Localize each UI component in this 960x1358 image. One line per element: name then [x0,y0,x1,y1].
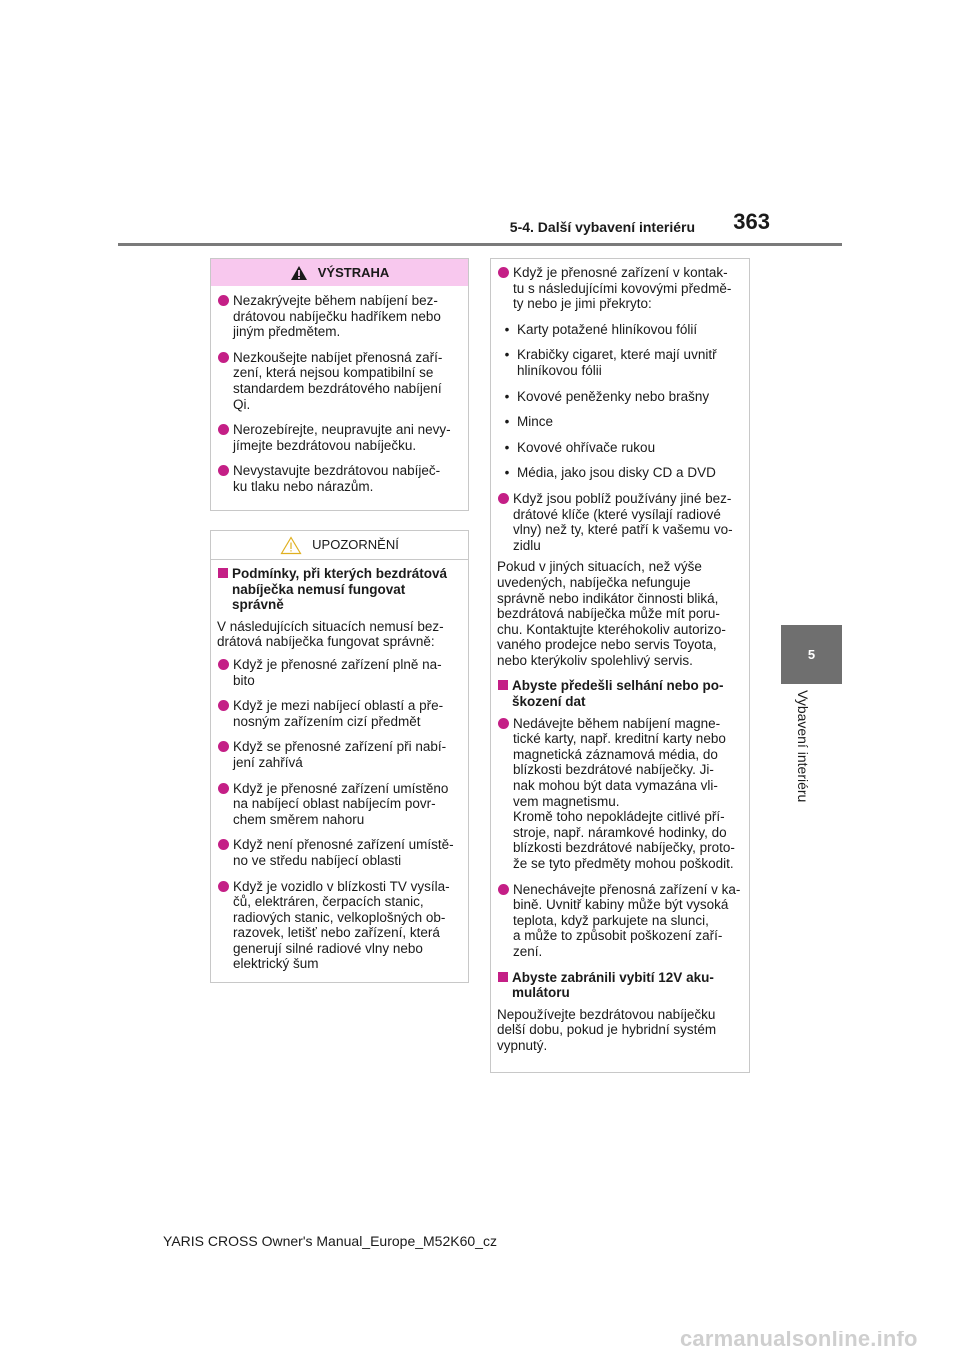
sub-list-item [497,322,743,338]
sub-list-item [497,347,743,378]
list-item [217,698,462,729]
header-divider [118,243,842,246]
sub-list-item [497,440,743,456]
section-title: 5-4. Další vybavení interiéru [509,219,695,235]
notice-box [210,530,469,983]
list-item-text: Nezakrývejte během nabíjení bez- drátovou nabíječku hadříkem nebo jiným předmětem. [233,293,441,340]
notice-heading [217,566,462,613]
list-item-text: Když je přenosné zařízení plně na- bito [233,656,442,688]
heading-text: Abyste předešli selhání nebo po- škození dat [512,678,724,710]
list-item [497,491,743,553]
heading-text: Abyste zabránili vybití 12V aku- mulátoru [512,969,714,1001]
list-item [217,879,462,973]
list-item-text: Nedávejte během nabíjení magne- tické karty, např. kreditní karty nebo magnetická záznamová média, do blízkosti bezdrátové nabíječky. Ji- nak mohou být data vymazána vli- vem magnetismu. Kromě toho nepokládejte citlivé pří- stroje, např. náramkové hodinky, do blízkosti bezdrátové nabíječky, proto- že se tyto předměty mohou poškodit. [513,715,735,871]
dot-bullet-icon: • [504,347,510,363]
square-bullet-icon [498,972,508,982]
list-item [217,422,462,453]
list-item-text: Když je mezi nabíjecí oblastí a pře- nosným zařízením cizí předmět [233,698,444,729]
list-item-text: Nerozebírejte, neupravujte ani nevy- jímejte bezdrátovou nabíječku. [233,422,451,453]
chapter-number: 5 [807,646,816,662]
sub-list-item-text: Kovové ohřívače rukou [517,439,656,455]
dot-bullet-icon: • [504,465,510,481]
bullet-icon [218,424,229,435]
paragraph: Nepoužívejte bezdrátovou nabíječku delší dobu, pokud je hybridní systém vypnutý. [497,1006,717,1053]
footer-text: YARIS CROSS Owner's Manual_Europe_M52K60_cz [163,1233,497,1249]
sub-list-item [497,465,743,481]
watermark: carmanualsonline.info [680,1331,918,1351]
warning-triangle-outline-icon [280,536,302,555]
bullet-icon [218,839,229,850]
bullet-icon [498,884,509,895]
bullet-icon [218,465,229,476]
sub-list-item [497,389,743,405]
square-bullet-icon [218,568,228,578]
list-item [497,265,743,312]
list-item-text: Když jsou poblíž používány jiné bez- drátové klíče (které vysílají radiové vlny) než ty, které patří k vašemu vo- zidlu [513,490,733,553]
list-item-text: Nevystavujte bezdrátovou nabíječ- ku tlaku nebo nárazům. [233,463,441,494]
list-item [217,739,462,770]
bullet-icon [498,718,509,729]
section-heading [497,970,743,1001]
notice-title: UPOZORNĚNÍ [312,537,399,553]
warning-box [210,258,469,511]
list-item-text: Když je přenosné zařízení v kontak- tu s následujícími kovovými předmě- ty nebo je jimi překryto: [513,265,732,312]
list-item-text: Když je vozidlo v blízkosti TV vysíla- čů, elektráren, čerpacích stanic, radiových stanic, velkoplošných ob- razovek, letišť nebo zařízení, která generují silné radiové vlny nebo elektrický šum [233,878,450,972]
list-item [217,657,462,688]
section-heading [497,678,743,709]
bullet-icon [498,267,509,278]
chapter-tab [781,625,842,684]
list-item [217,781,462,828]
list-item [217,463,462,494]
list-item [217,837,462,868]
bullet-icon [218,295,229,306]
list-item-text: Když je přenosné zařízení umístěno na nabíjecí oblast nabíjecím povr- chem směrem nahoru [233,780,449,827]
bullet-icon [218,352,229,363]
sub-list-item-text: Kovové peněženky nebo brašny [517,388,710,404]
list-item [217,293,462,340]
sub-list-item-text: Krabičky cigaret, které mají uvnitř hliníkovou fólii [517,347,717,378]
warning-title: VÝSTRAHA [317,264,390,280]
bullet-icon [218,741,229,752]
bullet-icon [498,493,509,504]
list-item-text: Nenechávejte přenosná zařízení v ka- bině. Uvnitř kabiny může být vysoká teplota, když parkujete na slunci, a může to způsobit poškození zaří- zení. [513,881,741,959]
list-item [217,350,462,412]
notice-continuation-box [490,258,750,1073]
heading-text: Podmínky, při kterých bezdrátová nabíječka nemusí fungovat správně [232,566,448,613]
dot-bullet-icon: • [504,388,510,404]
sub-list-item-text: Média, jako jsou disky CD a DVD [517,465,716,481]
list-item-text: Když se přenosné zařízení při nabí- jení zahřívá [233,739,447,770]
warning-header [211,259,468,286]
warning-triangle-filled-icon [290,265,308,281]
bullet-icon [218,881,229,892]
sub-list-item [497,414,743,430]
page-number: 363 [733,209,770,234]
list-item [497,716,743,872]
dot-bullet-icon: • [504,321,510,337]
sub-list-item-text: Karty potažené hliníkovou fólií [517,321,698,337]
bullet-icon [218,783,229,794]
bullet-icon [218,659,229,670]
paragraph: Pokud v jiných situacích, než výše uvedených, nabíječka nefunguje správně nebo indikátor činnosti bliká, bezdrátová nabíječka může mít poru- chu. Kontaktujte kteréhokoliv autorizo- vaného prodejce nebo servis Toyota, nebo kterýkoliv spolehlivý servis. [497,559,726,668]
square-bullet-icon [498,680,508,690]
dot-bullet-icon: • [504,414,510,430]
notice-header [211,531,468,560]
list-item-text: Nezkoušejte nabíjet přenosná zaří- zení, která nejsou kompatibilní se standardem bezdrátového nabíjení Qi. [233,349,443,412]
bullet-icon [218,700,229,711]
list-item [497,882,743,960]
dot-bullet-icon: • [504,439,510,455]
chapter-label: Vybavení interiéru [795,690,811,803]
notice-intro: V následujících situacích nemusí bez- drátová nabíječka fungovat správně: [217,618,444,650]
list-item-text: Když není přenosné zařízení umístě- no ve středu nabíjecí oblasti [233,837,454,868]
sub-list-item-text: Mince [517,414,554,430]
